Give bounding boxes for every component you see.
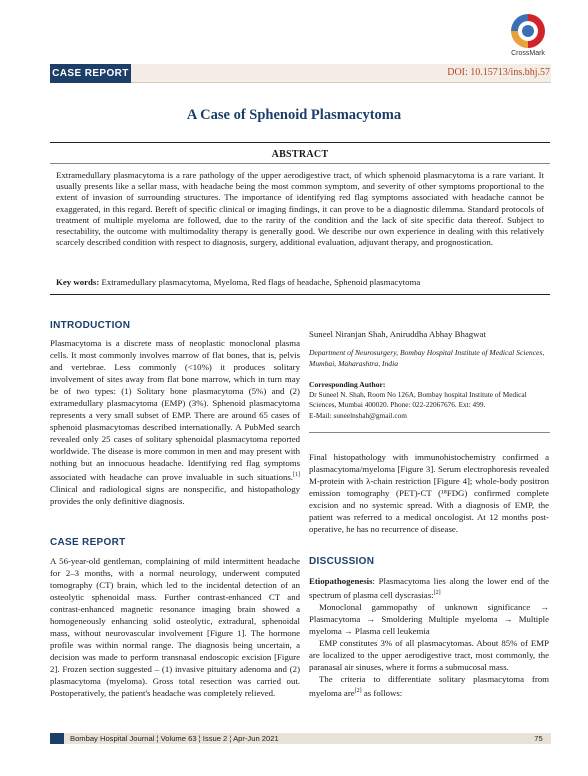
corresponding-author-label: Corresponding Author: — [309, 380, 386, 389]
crossmark-badge[interactable] — [505, 14, 551, 57]
discussion-paragraph-1: : Plasmacytoma lies along the lower end of the spectrum of plasma cell dyscrasias: — [309, 576, 549, 600]
abstract-heading: ABSTRACT — [271, 149, 329, 160]
keywords — [56, 277, 544, 288]
footer-volume: Volume 63 — [160, 734, 197, 743]
discussion-heading: DISCUSSION — [309, 556, 375, 567]
citation-ref[interactable]: [1] — [293, 472, 300, 478]
footer-date: Apr-Jun 2021 — [233, 734, 279, 743]
crossmark-icon — [511, 14, 545, 48]
keywords-label: Key words: — [56, 277, 100, 287]
author-affiliation: Department of Neurosurgery, Bombay Hospital Institute of Medical Sciences, Mumbai, Maharashtra, India — [309, 348, 545, 368]
introduction-heading: INTRODUCTION — [50, 320, 131, 331]
case-report-heading: CASE REPORT — [50, 537, 126, 548]
author-divider — [309, 432, 550, 433]
abstract-divider — [50, 163, 550, 164]
corresponding-author-address: Dr Suneel N. Shah, Room No 126A, Bombay hospital Institute of Medical Sciences, Mumbai 400020. Phone: 022-22067676. Ext: 499. — [309, 390, 527, 410]
introduction-paragraph-tail: Clinical and radiological signs are nonspecific, and histopathology provides the only definitive diagnosis. — [50, 483, 300, 506]
citation-ref[interactable]: [2] — [354, 687, 362, 694]
introduction-paragraph: Plasmacytoma is a discrete mass of neoplastic monoclonal plasma cells. It most commonly involves marrow of flat bones, that is, pelvis and vertebrae. Less commonly (<10%) it produces solitary involvement of sites away from flat bone marrow, which in turn may be of two types: (1) Solitary bone plasmacytoma (5%) and (2) extramedullary plasmacytoma (EMP) (3%). Sphenoid plasmacytoma represents a very small subset of EMP. There are around 65 cases of sphenoid plasmacytomas described internationally. A PubMed search revealed only 25 cases of solitary sphenoidal plasmacytoma reported worldwide. The disease is more common in men and may present with nothing but an innocuous headache. Identifying red flag symptoms associated with headache can prove invaluable in such situations. — [50, 338, 300, 482]
etiopathogenesis-label: Etiopathogenesis — [309, 576, 373, 586]
corresponding-author-details — [309, 390, 549, 421]
case-report-text — [50, 555, 300, 699]
article-title: A Case of Sphenoid Plasmacytoma — [186, 107, 402, 123]
keywords-list: Extramedullary plasmacytoma, Myeloma, Red flags of headache, Sphenoid plasmacytoma — [99, 277, 421, 287]
case-report-paragraph: A 56-year-old gentleman, complaining of mild intermittent headache for 2–3 months, with a normal neurology, underwent computed tomography (CT) brain, which led to the incidental detection of an osteolytic sphenoidal mass. Further contrast-enhanced CT and contrast-enhanced magnetic resonance imaging brain showed a homogeneously enhancing solid osteolytic, extradural, sphenoidal mass, without neurovascular involvement [Figure 1]. The hormone profile was within normal range. The diagnosis being uncertain, a decision was made to perform transnasal endoscopic excision [Figure 2]. Frozen section suggested – (1) invasive pituitary adenoma and (2) plasmacytoma (myeloma). Gross total resection was carried out. Postoperatively, the patient's headache was completely relieved. — [50, 556, 300, 698]
introduction-text — [50, 337, 300, 507]
author-names: Suneel Niranjan Shah, Aniruddha Abhay Bhagwat — [309, 329, 486, 339]
footer-separator: ¦ — [198, 734, 201, 743]
case-report-continued-paragraph: Final histopathology with immunohistochemistry confirmed a plasmacytoma/myeloma [Figure 3]. Serum electrophoresis revealed M-protein with λ-chain restriction [Figure 4]; whole-body positron emission tomography (PET)-CT (¹⁸FDG) confirmed complete excision and no systemic spread. With a diagnosis of EMP, the patient was referred to a medical oncologist. At 12 months post-operative, he has no recurrence of disease. — [309, 452, 549, 534]
abstract-text: Extramedullary plasmacytoma is a rare pathology of the upper aerodigestive tract, of which sphenoid plasmacytoma is a rare variant. It usually presents like a sellar mass, with headache being the most common symptom, and severity of other symptoms proportional to the extent of invasion of surrounding structures. The importance of identifying red flag symptoms associated with headache cannot be exaggerated, in this regard. Bereft of specific clinical or imaging findings, it can prove to be a diagnostic dilemma. Standard protocols of treatment of multiple myeloma are followed, due to the rarity of the condition and the lack of site specific data thereof. Subject to resectability, the outcome with multimodality therapy is generally good. We describe our own experience in dealing with this relatively scarcely described condition with respect to diagnosis, surgery, additional evaluation, adjuvant therapy, and prognostication. — [56, 170, 544, 248]
footer-issue: Issue 2 — [202, 734, 228, 743]
corresponding-author-email[interactable]: E-Mail: suneelnshah@gmail.com — [309, 410, 407, 420]
citation-ref[interactable]: [2] — [433, 590, 441, 596]
discussion-paragraph-4-tail: as follows: — [361, 687, 403, 698]
discussion-paragraph-4: The criteria to differentiate solitary plasmacytoma from myeloma are — [309, 673, 549, 698]
footer-accent — [50, 733, 64, 744]
section-tag: CASE REPORT — [50, 64, 131, 83]
footer-journal: Bombay Hospital Journal — [70, 734, 155, 743]
footer-separator: ¦ — [156, 734, 159, 743]
discussion-paragraph-3: EMP constitutes 3% of all plasmacytomas. About 85% of EMP are localized to the upper aerodigestive tract, most commonly, the paranasal air sinuses, where it forms a submucosal mass. — [309, 637, 549, 672]
footer-citation — [70, 733, 279, 744]
discussion-paragraph-2: Monoclonal gammopathy of unknown significance → Plasmacytoma → Smoldering Multiple myeloma → Multiple myeloma → Plasma cell leukemia — [309, 601, 549, 636]
page-number: 75 — [534, 734, 543, 743]
footer-separator: ¦ — [229, 734, 232, 743]
crossmark-label: CrossMark — [511, 50, 545, 57]
doi-link[interactable]: DOI: 10.15713/ins.bhj.57 — [447, 67, 550, 78]
case-report-continued — [309, 451, 549, 535]
discussion-text — [309, 575, 549, 699]
